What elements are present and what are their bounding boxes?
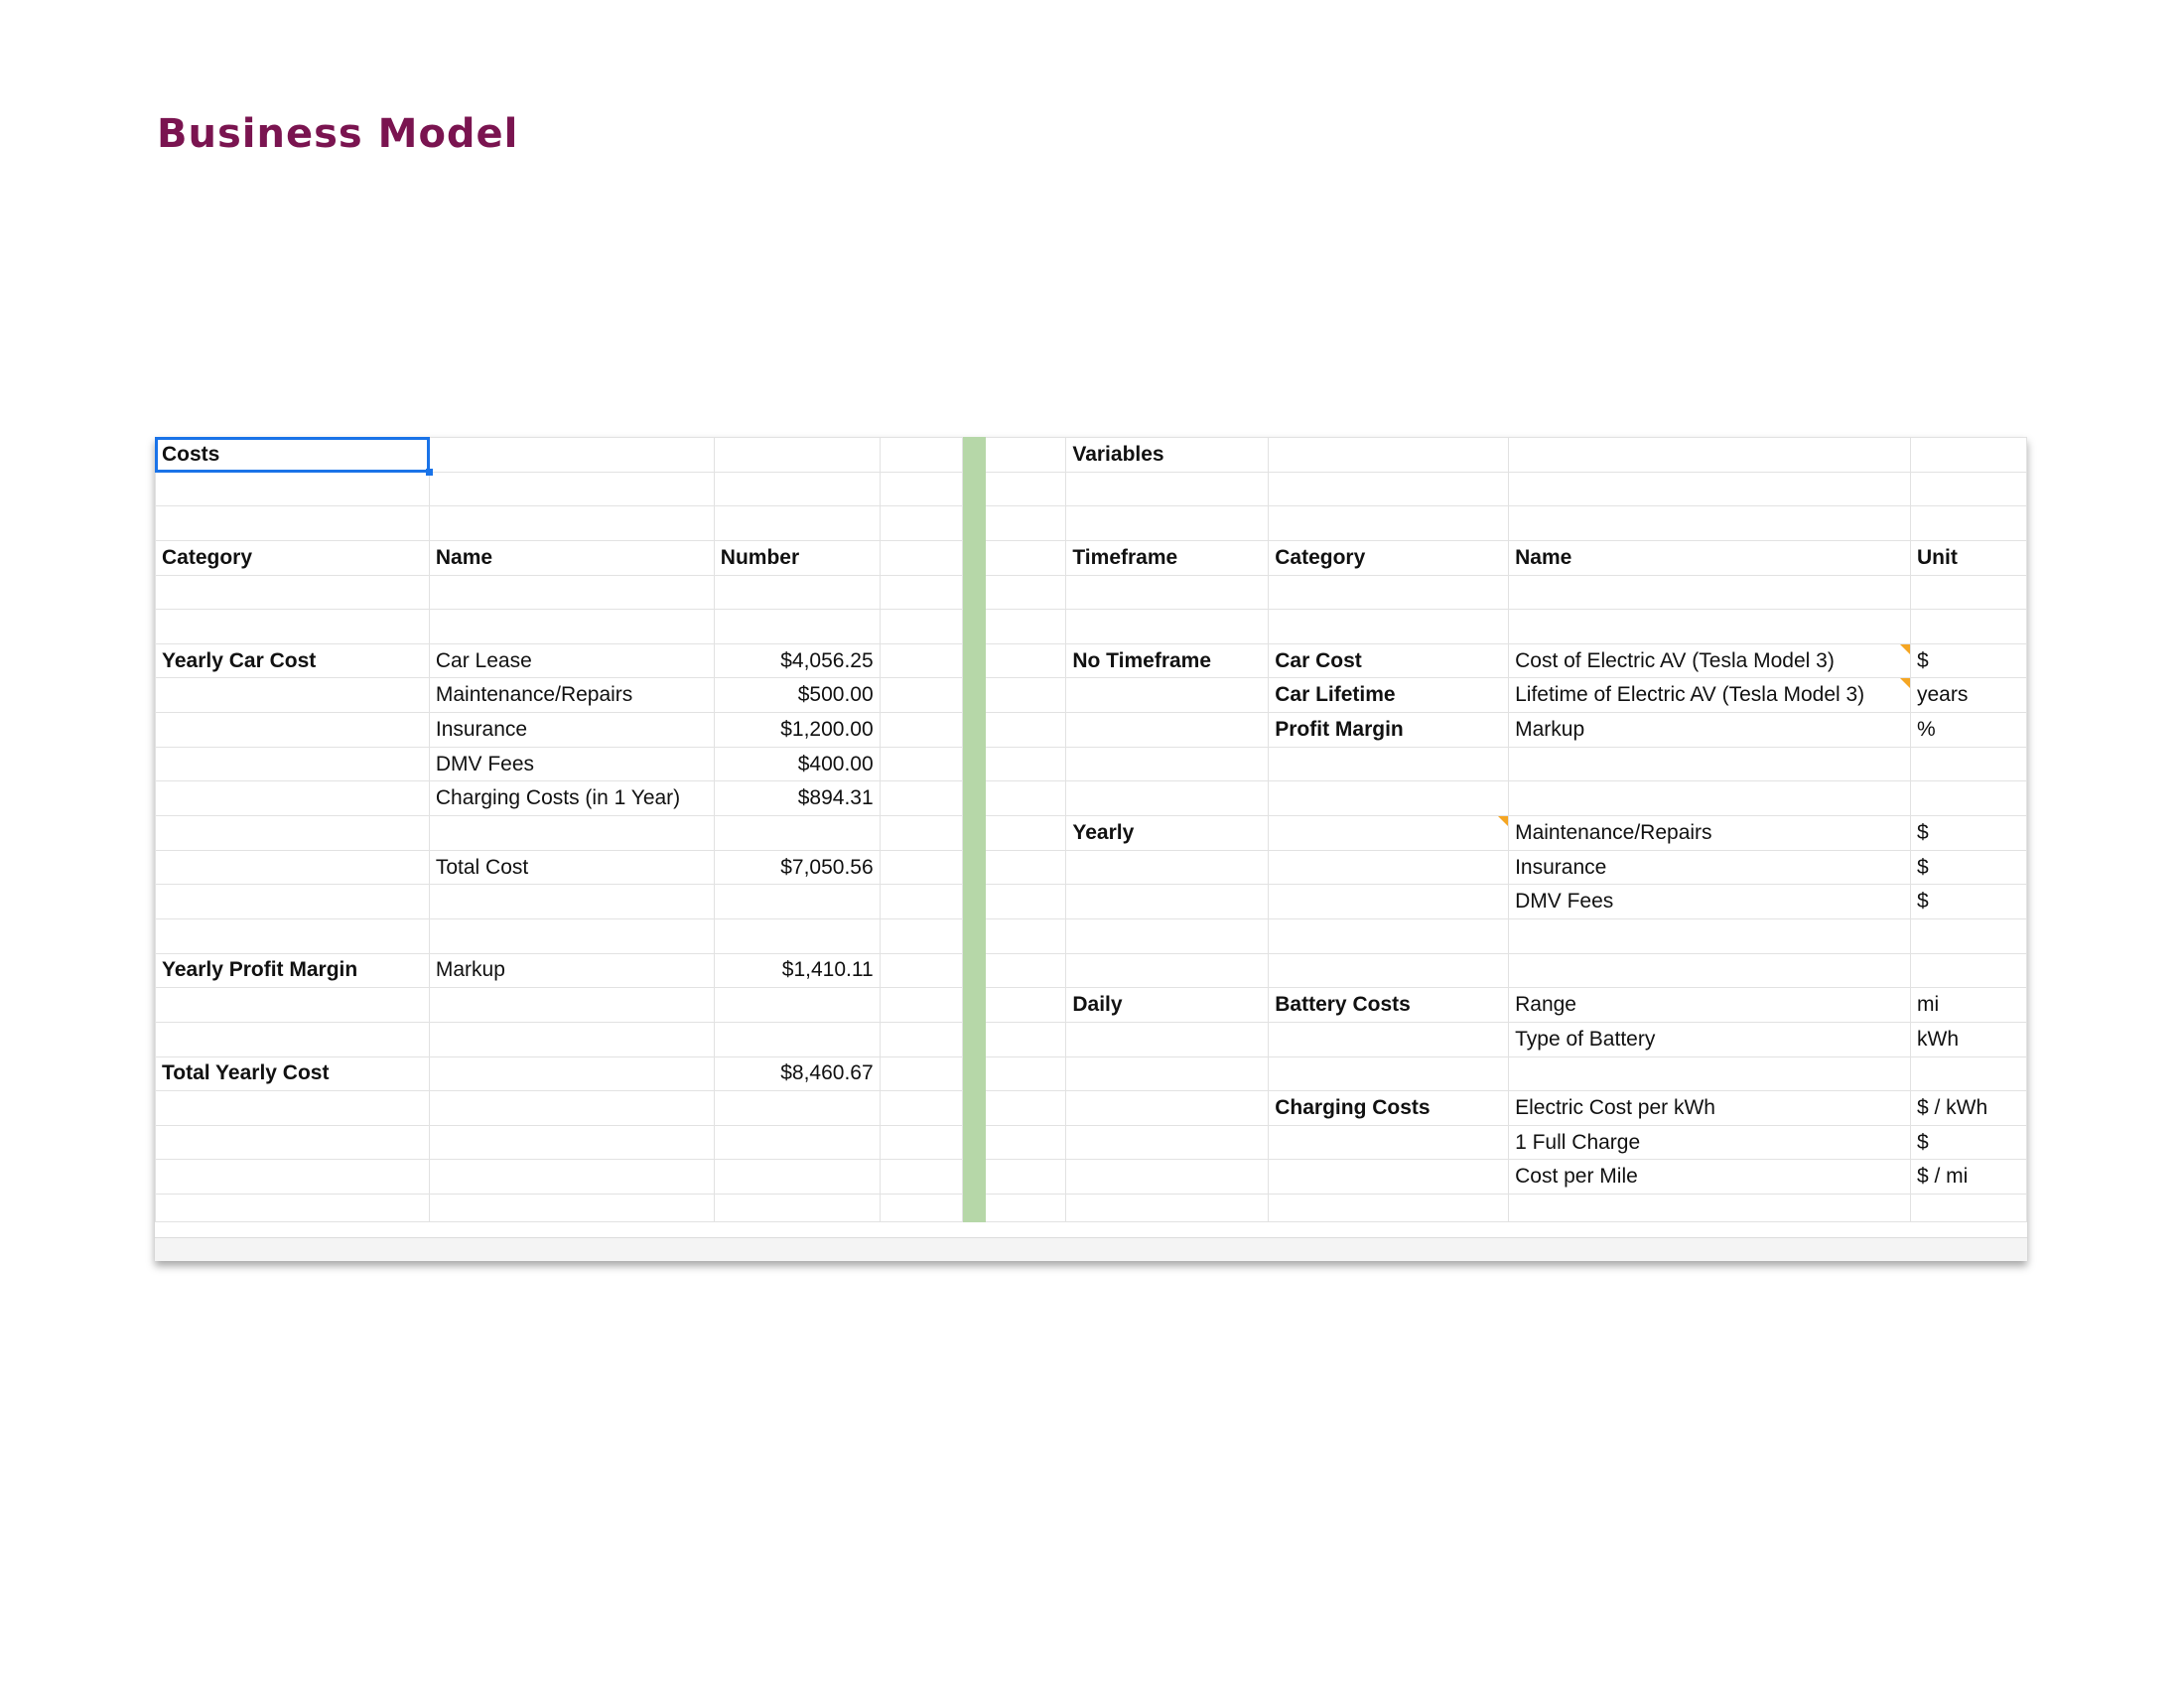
cell[interactable] bbox=[880, 1056, 962, 1091]
cell[interactable] bbox=[1911, 781, 2027, 816]
cell[interactable] bbox=[429, 575, 714, 610]
table-row bbox=[156, 1091, 2027, 1126]
variable-category-cell[interactable]: Charging Costs bbox=[1269, 1091, 1509, 1126]
header-row bbox=[156, 540, 2027, 575]
cell[interactable] bbox=[880, 472, 962, 506]
cell[interactable] bbox=[985, 885, 1066, 919]
cell[interactable] bbox=[156, 1195, 430, 1222]
cell[interactable] bbox=[880, 885, 962, 919]
cell[interactable] bbox=[714, 1125, 880, 1160]
cost-value-cell[interactable]: $500.00 bbox=[714, 678, 880, 713]
cell[interactable] bbox=[156, 918, 430, 953]
cell[interactable] bbox=[1066, 1022, 1269, 1056]
costs-header-number[interactable]: Number bbox=[714, 540, 880, 575]
variable-unit-cell[interactable]: years bbox=[1911, 678, 2027, 713]
cost-value-cell[interactable]: $1,410.11 bbox=[714, 953, 880, 988]
variable-unit-cell[interactable]: kWh bbox=[1911, 1022, 2027, 1056]
cell[interactable] bbox=[1911, 747, 2027, 781]
cell[interactable] bbox=[1066, 1195, 1269, 1222]
table-row bbox=[156, 747, 2027, 781]
cell[interactable] bbox=[1066, 747, 1269, 781]
cost-category-cell[interactable]: Total Yearly Cost bbox=[156, 1056, 430, 1091]
cell[interactable] bbox=[156, 472, 430, 506]
cell[interactable] bbox=[1066, 1091, 1269, 1126]
cell[interactable] bbox=[429, 1125, 714, 1160]
cell[interactable] bbox=[156, 850, 430, 885]
cell[interactable] bbox=[880, 610, 962, 644]
cell[interactable] bbox=[1509, 918, 1911, 953]
cost-name-cell[interactable]: Charging Costs (in 1 Year) bbox=[429, 781, 714, 816]
variables-header-timeframe[interactable]: Timeframe bbox=[1066, 540, 1269, 575]
cell[interactable] bbox=[985, 918, 1066, 953]
divider-column bbox=[962, 1022, 985, 1056]
cell[interactable] bbox=[880, 713, 962, 748]
variables-header-name[interactable]: Name bbox=[1509, 540, 1911, 575]
cell[interactable] bbox=[1269, 953, 1509, 988]
variable-name-cell[interactable] bbox=[1509, 678, 1911, 713]
cell[interactable] bbox=[714, 816, 880, 851]
variable-category-cell[interactable]: Battery Costs bbox=[1269, 988, 1509, 1023]
cell[interactable] bbox=[156, 816, 430, 851]
table-row bbox=[156, 988, 2027, 1023]
cell[interactable] bbox=[1509, 472, 1911, 506]
variable-unit-cell[interactable]: $ bbox=[1911, 643, 2027, 678]
cell[interactable] bbox=[1269, 506, 1509, 541]
cell[interactable] bbox=[1066, 472, 1269, 506]
cell[interactable] bbox=[880, 918, 962, 953]
divider-column bbox=[962, 678, 985, 713]
divider-column bbox=[962, 610, 985, 644]
cell[interactable] bbox=[880, 850, 962, 885]
divider-column bbox=[962, 506, 985, 541]
cell[interactable] bbox=[714, 1195, 880, 1222]
cell[interactable] bbox=[714, 918, 880, 953]
divider-column bbox=[962, 643, 985, 678]
cell[interactable] bbox=[714, 506, 880, 541]
cell[interactable] bbox=[880, 747, 962, 781]
cell[interactable] bbox=[429, 438, 714, 473]
sheet-row bbox=[156, 506, 2027, 541]
cell[interactable] bbox=[1269, 438, 1509, 473]
cell[interactable] bbox=[985, 472, 1066, 506]
variable-unit-cell[interactable]: % bbox=[1911, 713, 2027, 748]
cell[interactable] bbox=[880, 643, 962, 678]
cell[interactable] bbox=[1269, 918, 1509, 953]
sheet-row bbox=[156, 472, 2027, 506]
divider-column bbox=[962, 1091, 985, 1126]
variables-header-unit[interactable]: Unit bbox=[1911, 540, 2027, 575]
cell[interactable] bbox=[714, 1091, 880, 1126]
cell[interactable] bbox=[429, 1056, 714, 1091]
cell[interactable] bbox=[1066, 678, 1269, 713]
cost-value-cell[interactable]: $1,200.00 bbox=[714, 713, 880, 748]
spreadsheet bbox=[155, 437, 2027, 1261]
cell[interactable] bbox=[1269, 850, 1509, 885]
cell[interactable] bbox=[1509, 1056, 1911, 1091]
variables-title-cell[interactable]: Variables bbox=[1066, 438, 1269, 473]
table-row bbox=[156, 713, 2027, 748]
table-row bbox=[156, 885, 2027, 919]
variable-category-cell[interactable]: Car Cost bbox=[1269, 643, 1509, 678]
comment-marker-icon[interactable] bbox=[1498, 816, 1508, 826]
costs-header-name[interactable]: Name bbox=[429, 540, 714, 575]
variable-name-cell[interactable]: DMV Fees bbox=[1509, 885, 1911, 919]
cell[interactable] bbox=[880, 988, 962, 1023]
cell[interactable] bbox=[714, 1160, 880, 1195]
cell[interactable] bbox=[985, 575, 1066, 610]
cell[interactable] bbox=[1911, 953, 2027, 988]
cell[interactable] bbox=[156, 678, 430, 713]
cell[interactable] bbox=[880, 506, 962, 541]
cell[interactable] bbox=[429, 472, 714, 506]
variable-timeframe-text: Yearly bbox=[1072, 820, 1135, 844]
divider-column bbox=[962, 1160, 985, 1195]
cost-value-cell[interactable]: $400.00 bbox=[714, 747, 880, 781]
cell[interactable] bbox=[880, 1195, 962, 1222]
cost-category-cell[interactable]: Yearly Car Cost bbox=[156, 643, 430, 678]
cell[interactable] bbox=[880, 1022, 962, 1056]
table-row bbox=[156, 678, 2027, 713]
cell[interactable] bbox=[880, 1091, 962, 1126]
variable-category-cell[interactable]: Profit Margin bbox=[1269, 713, 1509, 748]
divider-column bbox=[962, 575, 985, 610]
cell[interactable] bbox=[985, 506, 1066, 541]
variable-name-cell[interactable]: 1 Full Charge bbox=[1509, 1125, 1911, 1160]
cell[interactable] bbox=[985, 1056, 1066, 1091]
cell[interactable] bbox=[985, 850, 1066, 885]
cell[interactable] bbox=[1269, 781, 1509, 816]
cell[interactable] bbox=[880, 1160, 962, 1195]
cell[interactable] bbox=[985, 816, 1066, 851]
variable-name-cell[interactable]: Type of Battery bbox=[1509, 1022, 1911, 1056]
cell[interactable] bbox=[156, 988, 430, 1023]
cell[interactable] bbox=[429, 506, 714, 541]
variable-unit-cell[interactable]: $ bbox=[1911, 816, 2027, 851]
comment-marker-icon[interactable] bbox=[1900, 644, 1910, 654]
cell[interactable] bbox=[156, 610, 430, 644]
cell[interactable] bbox=[1509, 1195, 1911, 1222]
sheet-row bbox=[156, 438, 2027, 473]
cell[interactable] bbox=[1269, 1022, 1509, 1056]
cell[interactable] bbox=[880, 540, 962, 575]
cell[interactable] bbox=[156, 781, 430, 816]
cell[interactable] bbox=[156, 575, 430, 610]
table-row bbox=[156, 1022, 2027, 1056]
cost-value-cell[interactable]: $7,050.56 bbox=[714, 850, 880, 885]
divider-column bbox=[962, 713, 985, 748]
cell[interactable] bbox=[1269, 1160, 1509, 1195]
variable-name-text: Lifetime of Electric AV (Tesla Model 3) bbox=[1515, 683, 1865, 707]
cell[interactable] bbox=[985, 747, 1066, 781]
cost-name-cell[interactable]: Car Lease bbox=[429, 643, 714, 678]
cell[interactable] bbox=[429, 1195, 714, 1222]
cell[interactable] bbox=[880, 816, 962, 851]
variable-name-cell[interactable]: Cost per Mile bbox=[1509, 1160, 1911, 1195]
cell[interactable] bbox=[985, 781, 1066, 816]
variable-name-cell[interactable]: Maintenance/Repairs bbox=[1509, 816, 1911, 851]
cell[interactable] bbox=[1269, 1195, 1509, 1222]
cell[interactable] bbox=[1269, 816, 1509, 851]
cell[interactable] bbox=[880, 1125, 962, 1160]
cell[interactable] bbox=[1066, 781, 1269, 816]
variable-name-cell[interactable]: Electric Cost per kWh bbox=[1509, 1091, 1911, 1126]
cell[interactable] bbox=[1911, 472, 2027, 506]
cell[interactable] bbox=[429, 885, 714, 919]
sheet-row bbox=[156, 1195, 2027, 1222]
divider-column bbox=[962, 953, 985, 988]
cell[interactable] bbox=[985, 1125, 1066, 1160]
cell[interactable] bbox=[714, 438, 880, 473]
variable-timeframe-cell[interactable]: No Timeframe bbox=[1066, 643, 1269, 678]
sheet-row bbox=[156, 918, 2027, 953]
cell[interactable] bbox=[1509, 506, 1911, 541]
cost-value-cell[interactable]: $4,056.25 bbox=[714, 643, 880, 678]
divider-column bbox=[962, 781, 985, 816]
variable-timeframe-cell[interactable]: Daily bbox=[1066, 988, 1269, 1023]
variable-unit-cell[interactable]: $ / mi bbox=[1911, 1160, 2027, 1195]
cell[interactable] bbox=[985, 953, 1066, 988]
cell[interactable] bbox=[985, 643, 1066, 678]
cell[interactable] bbox=[1269, 747, 1509, 781]
cell[interactable] bbox=[429, 1091, 714, 1126]
cell[interactable] bbox=[985, 1195, 1066, 1222]
cell[interactable] bbox=[985, 1022, 1066, 1056]
cell[interactable] bbox=[156, 506, 430, 541]
cell[interactable] bbox=[1911, 506, 2027, 541]
cell[interactable] bbox=[985, 1091, 1066, 1126]
cell[interactable] bbox=[156, 1125, 430, 1160]
variable-name-cell[interactable]: Insurance bbox=[1509, 850, 1911, 885]
cell[interactable] bbox=[880, 678, 962, 713]
cell[interactable] bbox=[714, 885, 880, 919]
divider-column bbox=[962, 540, 985, 575]
cell[interactable] bbox=[156, 1160, 430, 1195]
variable-unit-cell[interactable]: $ bbox=[1911, 850, 2027, 885]
divider-column bbox=[962, 850, 985, 885]
cell[interactable] bbox=[429, 816, 714, 851]
cell[interactable] bbox=[1269, 1125, 1509, 1160]
cell[interactable] bbox=[156, 1022, 430, 1056]
cell[interactable] bbox=[1509, 610, 1911, 644]
cell[interactable] bbox=[1269, 472, 1509, 506]
table-row bbox=[156, 1160, 2027, 1195]
cell[interactable] bbox=[985, 540, 1066, 575]
divider-column bbox=[962, 885, 985, 919]
variable-timeframe-cell[interactable] bbox=[1066, 816, 1269, 851]
table-row bbox=[156, 1056, 2027, 1091]
divider-column bbox=[962, 472, 985, 506]
table-row bbox=[156, 953, 2027, 988]
cell[interactable] bbox=[1066, 1160, 1269, 1195]
costs-header-category[interactable]: Category bbox=[156, 540, 430, 575]
cell[interactable] bbox=[1269, 610, 1509, 644]
cell[interactable] bbox=[1911, 438, 2027, 473]
table-row bbox=[156, 1125, 2027, 1160]
cell[interactable] bbox=[156, 747, 430, 781]
divider-column bbox=[962, 1195, 985, 1222]
cell[interactable] bbox=[156, 885, 430, 919]
cell[interactable] bbox=[429, 610, 714, 644]
variable-unit-cell[interactable]: $ / kWh bbox=[1911, 1091, 2027, 1126]
cell[interactable] bbox=[1066, 610, 1269, 644]
cell[interactable] bbox=[1509, 438, 1911, 473]
divider-column bbox=[962, 1056, 985, 1091]
cell[interactable] bbox=[1269, 1056, 1509, 1091]
cost-name-cell[interactable]: Total Cost bbox=[429, 850, 714, 885]
cell[interactable] bbox=[1509, 575, 1911, 610]
variable-name-cell[interactable]: Markup bbox=[1509, 713, 1911, 748]
cell[interactable] bbox=[429, 1160, 714, 1195]
divider-column bbox=[962, 438, 985, 473]
table-row bbox=[156, 643, 2027, 678]
variable-unit-cell[interactable]: mi bbox=[1911, 988, 2027, 1023]
cell[interactable] bbox=[1066, 506, 1269, 541]
variables-header-category[interactable]: Category bbox=[1269, 540, 1509, 575]
cell[interactable] bbox=[880, 438, 962, 473]
cell[interactable] bbox=[880, 781, 962, 816]
divider-column bbox=[962, 1125, 985, 1160]
horizontal-scrollbar[interactable] bbox=[155, 1237, 2027, 1261]
cost-value-cell[interactable]: $8,460.67 bbox=[714, 1056, 880, 1091]
cell[interactable] bbox=[156, 713, 430, 748]
cell[interactable] bbox=[1066, 885, 1269, 919]
cell[interactable] bbox=[985, 438, 1066, 473]
cell[interactable] bbox=[1911, 1056, 2027, 1091]
variable-category-cell[interactable]: Car Lifetime bbox=[1269, 678, 1509, 713]
cell[interactable] bbox=[985, 988, 1066, 1023]
cell[interactable] bbox=[1509, 747, 1911, 781]
cost-name-cell[interactable]: DMV Fees bbox=[429, 747, 714, 781]
variable-unit-cell[interactable]: $ bbox=[1911, 1125, 2027, 1160]
spreadsheet-grid bbox=[155, 437, 2027, 1222]
cell[interactable] bbox=[985, 678, 1066, 713]
cell[interactable] bbox=[714, 1022, 880, 1056]
variable-name-text: Cost of Electric AV (Tesla Model 3) bbox=[1515, 648, 1835, 672]
divider-column bbox=[962, 816, 985, 851]
cell[interactable] bbox=[1066, 713, 1269, 748]
cell[interactable] bbox=[1911, 575, 2027, 610]
cell[interactable] bbox=[1269, 575, 1509, 610]
cell[interactable] bbox=[1066, 1056, 1269, 1091]
divider-column bbox=[962, 988, 985, 1023]
cell[interactable] bbox=[1911, 918, 2027, 953]
cell[interactable] bbox=[1066, 1125, 1269, 1160]
table-row bbox=[156, 816, 2027, 851]
cell[interactable] bbox=[1509, 953, 1911, 988]
cell[interactable] bbox=[429, 1022, 714, 1056]
page-title: Business Model bbox=[157, 111, 519, 157]
sheet-row bbox=[156, 610, 2027, 644]
cell[interactable] bbox=[1509, 781, 1911, 816]
comment-marker-icon[interactable] bbox=[1900, 678, 1910, 688]
cell[interactable] bbox=[985, 610, 1066, 644]
cost-category-cell[interactable]: Yearly Profit Margin bbox=[156, 953, 430, 988]
cell[interactable] bbox=[429, 988, 714, 1023]
cell[interactable] bbox=[714, 610, 880, 644]
divider-column bbox=[962, 918, 985, 953]
cell[interactable] bbox=[985, 713, 1066, 748]
table-row bbox=[156, 850, 2027, 885]
cost-name-cell[interactable]: Maintenance/Repairs bbox=[429, 678, 714, 713]
divider-column bbox=[962, 747, 985, 781]
cost-value-cell[interactable]: $894.31 bbox=[714, 781, 880, 816]
cell[interactable] bbox=[1066, 575, 1269, 610]
cell[interactable] bbox=[1066, 918, 1269, 953]
cell[interactable] bbox=[429, 918, 714, 953]
variable-unit-cell[interactable]: $ bbox=[1911, 885, 2027, 919]
cell[interactable] bbox=[1066, 953, 1269, 988]
cell[interactable] bbox=[714, 472, 880, 506]
sheet-row bbox=[156, 575, 2027, 610]
cell[interactable] bbox=[880, 953, 962, 988]
cost-name-cell[interactable]: Markup bbox=[429, 953, 714, 988]
cell[interactable] bbox=[1911, 610, 2027, 644]
variable-name-cell[interactable]: Range bbox=[1509, 988, 1911, 1023]
table-row bbox=[156, 781, 2027, 816]
cell[interactable] bbox=[714, 575, 880, 610]
costs-title-cell[interactable]: Costs bbox=[156, 438, 430, 473]
cost-name-cell[interactable]: Insurance bbox=[429, 713, 714, 748]
variable-name-cell[interactable] bbox=[1509, 643, 1911, 678]
cell[interactable] bbox=[1066, 850, 1269, 885]
cell[interactable] bbox=[714, 988, 880, 1023]
cell[interactable] bbox=[985, 1160, 1066, 1195]
cell[interactable] bbox=[880, 575, 962, 610]
cell[interactable] bbox=[1911, 1195, 2027, 1222]
cell[interactable] bbox=[156, 1091, 430, 1126]
cell[interactable] bbox=[1269, 885, 1509, 919]
